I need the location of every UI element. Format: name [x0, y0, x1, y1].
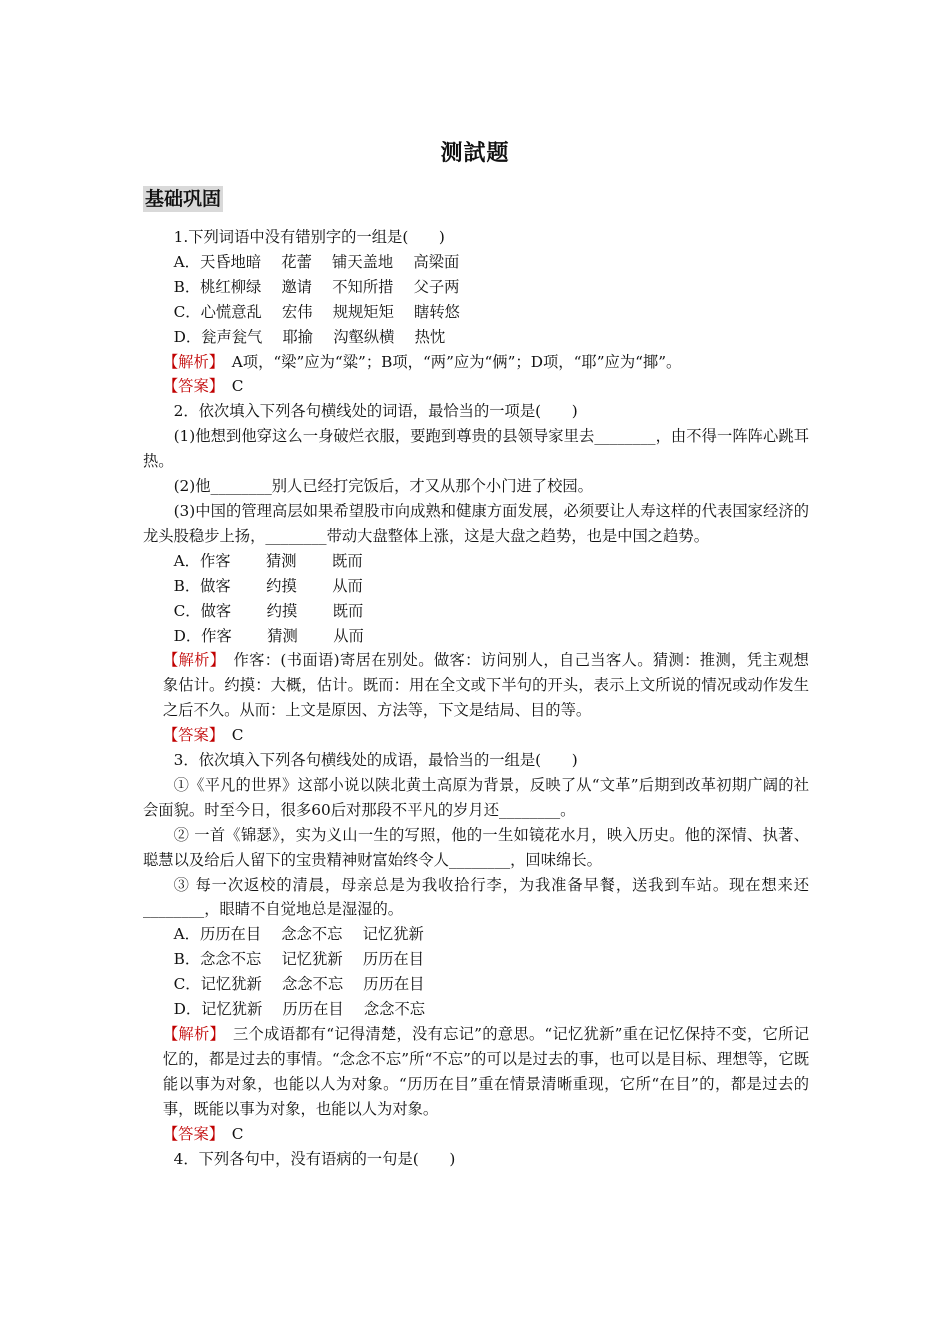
question-sentence: ③ 每一次返校的清晨，母亲总是为我收拾行李，为我准备早餐，送我到车站。现在想来还________，眼睛不自觉地总是湿湿的。: [143, 875, 809, 919]
option-item: A．历历在目 念念不忘 记忆犹新: [173, 925, 424, 944]
answer-label: 【答案】: [162, 1124, 217, 1143]
answer-paragraph: [143, 723, 809, 748]
question-sentence: ② 一首《锦瑟》，实为义山一生的写照，他的一生如镜花水月，映入历史。他的深情、执著、聪慧以及给后人留下的宝贵精神财富始终令人________，回味绵长。: [143, 825, 809, 869]
analysis-paragraph: [143, 1022, 809, 1122]
question-stem: 1.下列词语中没有错别字的一组是( ): [173, 228, 445, 246]
analysis-label: 【解析】: [162, 651, 218, 670]
answer-label: 【答案】: [162, 726, 217, 745]
option-item: A．天昏地暗 花蕾 铺天盖地 高梁面: [173, 252, 460, 271]
option-item: B．桃红柳绿 邀请 不知所措 父子两: [173, 277, 460, 296]
question-sentence: ①《平凡的世界》这部小说以陕北黄土高原为背景，反映了从“文革”后期到改革初期广阔的社会面貌。时至今日，很多60后对那段不平凡的岁月还________。: [143, 775, 809, 819]
option-item: B．做客 约摸 从而: [173, 576, 363, 595]
option-item: D．记忆犹新 历历在目 念念不忘: [173, 1000, 426, 1019]
section-heading: 基础巩固: [145, 188, 222, 210]
analysis-paragraph: [143, 350, 809, 375]
answer-text: C: [216, 1124, 244, 1143]
option-item: C．心慌意乱 宏伟 规规矩矩 瞎转悠: [173, 302, 460, 321]
answer-text: C: [216, 377, 244, 396]
analysis-text: A项，“梁”应为“粱”；B项，“两”应为“俩”；D项，“耶”应为“揶”。: [216, 352, 682, 371]
analysis-text: 作客：(书面语)寄居在别处。做客：访问别人，自己当客人。猜测：推测，凭主观想象估计。约摸：大概，估计。既而：用在全文或下半句的开头，表示上文所说的情况或动作发生之后不久。从而：上文是原因、方法等，下文是结局、目的等。: [162, 651, 809, 720]
option-item: B．念念不忘 记忆犹新 历历在目: [173, 950, 425, 969]
option-item: D．作客 猜测 从而: [173, 626, 364, 645]
question-sentence: (2)他________别人已经打完饭后，才又从那个小门进了校园。: [173, 477, 593, 496]
analysis-paragraph: [143, 648, 809, 723]
analysis-label: 【解析】: [162, 352, 217, 371]
answer-text: C: [216, 726, 244, 745]
analysis-text: 三个成语都有“记得清楚，没有忘记”的意思。“记忆犹新”重在记忆保持不变，它所记忆的，都是过去的事情。“念念不忘”所“不忘”的可以是过去的事，也可以是目标、理想等，它既能以事为对象，也能以人为对象。“历历在目”重在情景清晰重现，它所“在目”的，都是过去的事，既能以事为对象，也能以人为对象。: [162, 1025, 809, 1118]
analysis-label: 【解析】: [162, 1025, 218, 1043]
question-stem: 2．依次填入下列各句横线处的词语，最恰当的一项是( ): [173, 402, 578, 421]
question-sentence: (1)他想到他穿这么一身破烂衣服，要跑到尊贵的县领导家里去________，由不得一阵阵心跳耳热。: [143, 427, 809, 471]
question-stem: 3．依次填入下列各句横线处的成语，最恰当的一组是( ): [173, 751, 578, 770]
option-item: D．瓮声瓮气 耶揄 沟壑纵横 热忱: [173, 327, 446, 346]
option-item: A．作客 猜测 既而: [173, 551, 363, 570]
answer-label: 【答案】: [162, 377, 217, 396]
answer-paragraph: [143, 1122, 809, 1147]
question-stem: 4．下列各句中，没有语病的一句是( ): [173, 1149, 456, 1168]
answer-paragraph: [143, 374, 809, 399]
option-item: C．做客 约摸 既而: [173, 601, 364, 620]
document-body: [143, 225, 809, 1171]
option-item: C．记忆犹新 念念不忘 历历在目: [173, 975, 425, 994]
question-sentence: (3)中国的管理高层如果希望股市向成熟和健康方面发展，必须要让人寿这样的代表国家经济的龙头股稳步上扬，________带动大盘整体上涨，这是大盘之趋势，也是中国之趋势。: [143, 501, 809, 545]
page-title: 测試题: [440, 141, 510, 166]
